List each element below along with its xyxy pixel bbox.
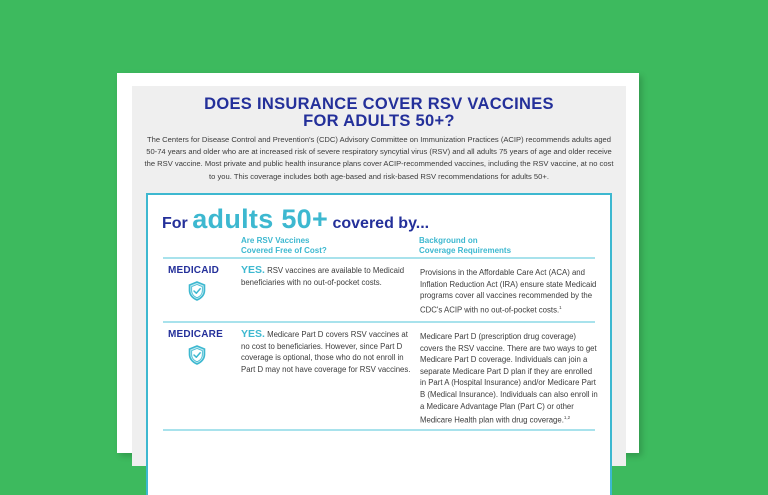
background-text: Provisions in the Affordable Care Act (ACA) and Inflation Reduction Act (IRA) ensure state Medicaid programs cover all vaccines recommended by the CDC's ACIP with no out-of-pocket costs. <box>420 268 597 315</box>
title-line-2: FOR ADULTS 50+? <box>303 112 455 130</box>
heading-prefix: For <box>162 215 193 232</box>
intro-paragraph: The Centers for Disease Control and Prevention's (CDC) Advisory Committee on Immunization Practices (ACIP) recommends adults aged 50-74 years and older who are at increased risk of severe respiratory syncytial virus (RSV) and all adults 75 years of age and older receive the RSV vaccine. Most private and public health insurance plans cover ACIP-recommended vaccines, including the RSV vaccine, at no cost to you. This coverage includes both age-based and risk-based RSV recommendations for adults 50+. <box>144 135 614 181</box>
page-title <box>132 96 626 130</box>
answer-label: YES. <box>241 328 265 340</box>
table-row-medicaid <box>148 259 610 321</box>
title-line-1: DOES INSURANCE COVER RSV VACCINES <box>204 95 554 113</box>
coverage-answer <box>241 265 411 288</box>
coverage-background <box>420 331 598 426</box>
column-header-line: Coverage Requirements <box>419 246 512 255</box>
answer-text: RSV vaccines are available to Medicaid beneficiaries with no out-of-pocket costs. <box>241 266 405 287</box>
column-header-line: Covered Free of Cost? <box>241 246 327 255</box>
shield-check-icon <box>188 281 206 301</box>
plan-name: MEDICAID <box>168 265 220 276</box>
plan-name: MEDICARE <box>168 329 223 340</box>
footnote-ref: 1 <box>559 304 562 310</box>
answer-label: YES. <box>241 264 265 276</box>
footnote-ref: 1,2 <box>563 415 571 421</box>
answer-text: Medicare Part D covers RSV vaccines at no cost to beneficiaries. However, since Part D coverage is optional, those who do not enroll in Part D may not have coverage for RSV vaccines. <box>241 330 411 374</box>
coverage-table-box <box>146 193 612 495</box>
coverage-background <box>420 267 598 316</box>
heading-highlight: adults 50+ <box>192 204 329 234</box>
coverage-answer <box>241 329 411 375</box>
content-panel <box>132 86 626 466</box>
shield-check-icon <box>188 345 206 365</box>
document-page <box>117 73 639 453</box>
section-heading <box>162 204 429 235</box>
table-row-medicare <box>148 323 610 433</box>
heading-suffix: covered by... <box>328 215 430 232</box>
background-text: Medicare Part D (prescription drug coverage) covers the RSV vaccine. There are two ways to get Medicare Part D coverage. Individuals can join a separate Medicare Part D plan if they are enrolled in Part A (Hospital Insurance) and/or Medicare Part B (Medical Insurance). Individuals can also enroll in a Medicare Advantage Plan (Part C) or other Medicare Health plan with drug coverage. <box>420 332 598 425</box>
column-header-line: Are RSV Vaccines <box>241 236 310 245</box>
column-header-free-of-cost <box>241 236 327 256</box>
row-divider <box>163 429 595 431</box>
column-header-line: Background on <box>419 236 478 245</box>
column-header-background <box>419 236 511 256</box>
